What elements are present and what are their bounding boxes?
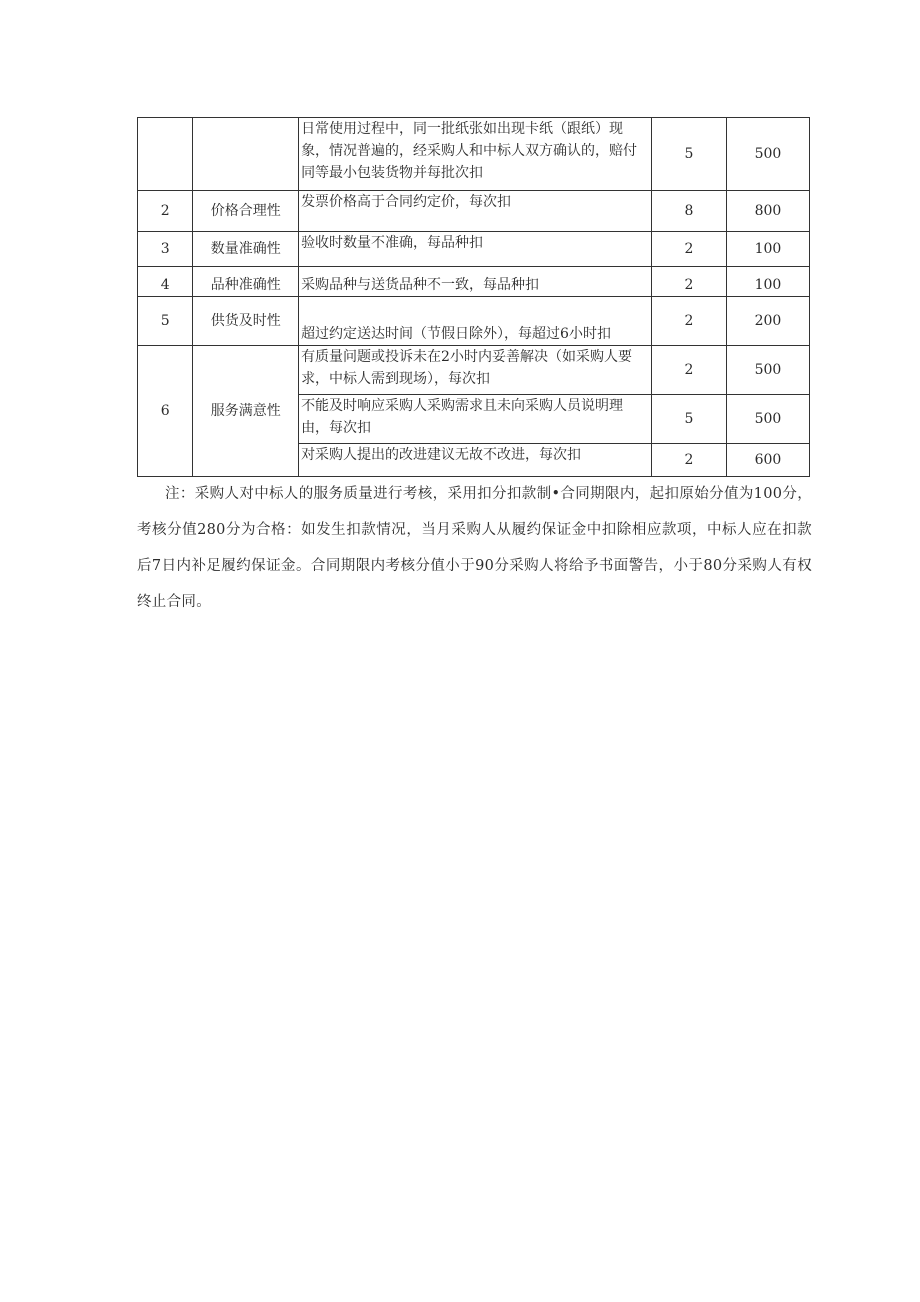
row-amount: 100	[726, 267, 809, 297]
row-number: 4	[138, 267, 193, 297]
row-description: 有质量问题或投诉未在2小时内妥善解决（如采购人要求，中标人需到现场），每次扣	[299, 346, 652, 395]
table-row	[138, 297, 810, 346]
row-amount: 600	[726, 444, 809, 477]
row-description: 发票价格高于合同约定价，每次扣	[299, 191, 652, 232]
row-description: 对采购人提出的改进建议无故不改进，每次扣	[299, 444, 652, 477]
note-paragraph: 注：采购人对中标人的服务质量进行考核，采用扣分扣款制•合同期限内，起扣原始分值为100分，考核分值280分为合格：如发生扣款情况，当月采购人从履约保证金中扣除相应款项，中标人应在扣款后7日内补足履约保证金。合同期限内考核分值小于90分采购人将给予书面警告，小于80分采购人有权终止合同。	[137, 486, 812, 610]
row-amount: 200	[726, 297, 809, 346]
row-points: 5	[651, 395, 726, 444]
row-description: 验收时数量不准确，每品种扣	[299, 232, 652, 267]
row-number: 5	[138, 297, 193, 346]
table-row	[138, 346, 810, 395]
row-points: 2	[651, 346, 726, 395]
row-description: 采购品种与送货品种不一致，每品种扣	[299, 267, 652, 297]
table-row	[138, 118, 810, 191]
row-item: 数量准确性	[193, 232, 299, 267]
row-item: 品种准确性	[193, 267, 299, 297]
row-amount: 500	[726, 118, 809, 191]
row-item: 价格合理性	[193, 191, 299, 232]
row-number: 2	[138, 191, 193, 232]
row-number: 3	[138, 232, 193, 267]
row-number	[138, 118, 193, 191]
row-item: 服务满意性	[193, 346, 299, 477]
row-description: 日常使用过程中，同一批纸张如出现卡纸（跟纸）现象，情况普遍的，经采购人和中标人双方确认的，赔付同等最小包装货物并每批次扣	[299, 118, 652, 191]
row-number: 6	[138, 346, 193, 477]
deduction-table	[137, 117, 810, 477]
table-row	[138, 191, 810, 232]
row-amount: 500	[726, 346, 809, 395]
row-description: 不能及时响应采购人采购需求且未向采购人员说明理由，每次扣	[299, 395, 652, 444]
row-points: 2	[651, 297, 726, 346]
assessment-note	[137, 476, 812, 620]
row-item: 供货及时性	[193, 297, 299, 346]
row-points: 5	[651, 118, 726, 191]
row-item	[193, 118, 299, 191]
row-points: 8	[651, 191, 726, 232]
row-amount: 800	[726, 191, 809, 232]
row-points: 2	[651, 232, 726, 267]
row-points: 2	[651, 444, 726, 477]
row-amount: 100	[726, 232, 809, 267]
table-row	[138, 232, 810, 267]
table-row	[138, 267, 810, 297]
row-description: 超过约定送达时间（节假日除外），每超过6小时扣	[299, 297, 652, 346]
row-amount: 500	[726, 395, 809, 444]
row-points: 2	[651, 267, 726, 297]
